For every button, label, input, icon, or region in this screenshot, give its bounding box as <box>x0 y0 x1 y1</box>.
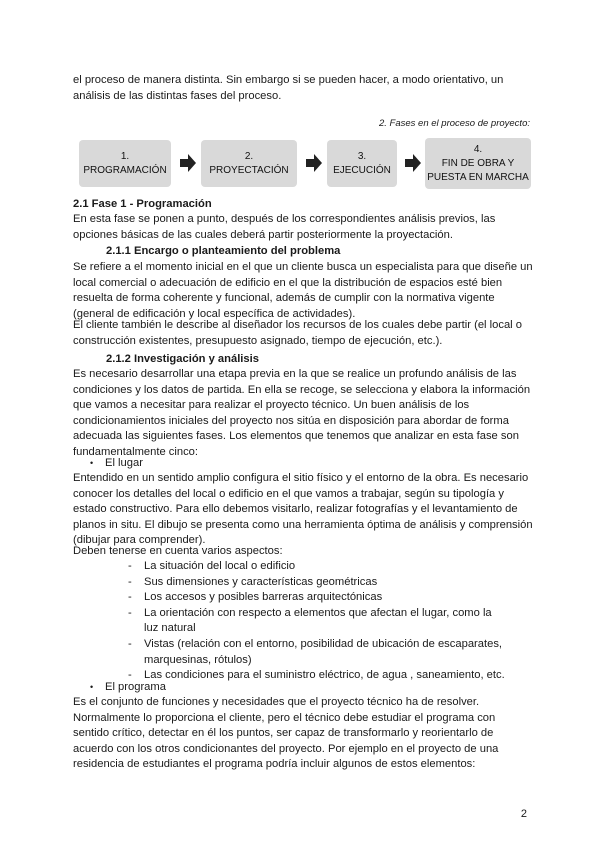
step-label: PROYECTACIÓN <box>209 164 289 176</box>
list-item: - La situación del local o edificio <box>128 559 508 575</box>
arrow-right-icon <box>306 154 322 172</box>
process-flow-diagram <box>79 140 531 190</box>
aspects-intro: Deben tenerse en cuenta varios aspectos: <box>73 545 283 557</box>
step-number: 3. <box>357 150 367 162</box>
arrow-right-icon <box>405 154 421 172</box>
paragraph-programa: Es el conjunto de funciones y necesidades que el proyecto técnico ha de resolver. Normalmente lo proporciona el cliente, pero el técnico debe estudiar el programa con sentido crítico, detectar en él los puntos, ser capaz de transformarlo y reorientarlo de acuerdo con los otros condicionantes del proyecto. Por ejemplo en el proyecto de una residencia de estudiantes el programa podría incluir algunos de estos elementos: <box>73 696 499 771</box>
step-box-fin-de-obra <box>425 138 531 189</box>
intro-paragraph: el proceso de manera distinta. Sin embargo si se pueden hacer, a modo orientativo, un análisis de las distintas fases del proceso. <box>73 74 504 102</box>
paragraph-lugar: Entendido en un sentido amplio configura el sitio físico y el entorno de la obra. Es necesario conocer los detalles del local o edificio en el que vamos a trabajar, según su tipología y estado constructivo. Para ello debemos visitarlo, realizar fotografías y el levantamiento de planos in situ. El dibujo se presenta como una herramienta óptima de análisis y comprensión (dibujar para comprender). <box>73 472 533 547</box>
paragraph-investigacion: Es necesario desarrollar una etapa previa en la que se realice un profundo análisis de las condiciones y los datos de partida. En ella se recoge, se selecciona y elabora la información que vamos a necesitar para realizar el proyecto técnico. Un buen análisis de los condicionamientos iniciales del proyecto nos sitúa en disposición para abordar de forma adecuada las siguientes fases. Los elementos que tenemos que analizar en esta fase son fundamentalmente cinco: <box>73 368 531 458</box>
step-label: EJECUCIÓN <box>333 164 391 176</box>
list-item: - Vistas (relación con el entorno, posibilidad de ubicación de escaparates, marquesinas, rótulos) <box>128 637 508 668</box>
list-item: - Los accesos y posibles barreras arquitectónicas <box>128 590 508 606</box>
bullet-icon: • <box>90 682 94 692</box>
step-box-programacion <box>79 140 171 187</box>
step-number: 4. <box>473 143 483 155</box>
list-item: - Las condiciones para el suministro eléctrico, de agua , saneamiento, etc. <box>128 668 508 684</box>
step-label: FIN DE OBRA Y <box>441 157 515 169</box>
subsection-heading-encargo: 2.1.1 Encargo o planteamiento del problema <box>106 245 341 257</box>
bullet-label: El lugar <box>105 457 143 469</box>
page-number: 2 <box>520 808 527 820</box>
step-label-line2: PUESTA EN MARCHA <box>427 171 529 183</box>
bullet-icon: • <box>90 458 94 468</box>
section-paragraph: En esta fase se ponen a punto, después de los correspondientes análisis previos, las opciones básicas de las cuales deberá partir posteriormente la proyectación. <box>73 213 496 241</box>
paragraph-cliente: El cliente también le describe al diseñador los recursos de los cuales debe partir (el local o construcción existentes, presupuesto asignado, tiempo de ejecución, etc.). <box>73 319 522 347</box>
step-number: 1. <box>120 150 130 162</box>
bullet-label: El programa <box>105 681 166 693</box>
bullet-item-lugar <box>90 456 143 472</box>
list-item: - Sus dimensiones y características geométricas <box>128 575 508 591</box>
paragraph-encargo: Se refiere a el momento inicial en el que un cliente busca un especialista para que diseñe un local comercial o adecuación de edificio en el que la distribución de espacios esté bien resuelta de forma coherente y funcional, además de cumplir con la normativa vigente (general de edificación y local específica de actividades). <box>73 261 533 320</box>
subsection-heading-investigacion: 2.1.2 Investigación y análisis <box>106 353 259 365</box>
step-box-ejecucion <box>327 140 397 187</box>
step-box-proyectacion <box>201 140 297 187</box>
arrow-right-icon <box>180 154 196 172</box>
step-label: PROGRAMACIÓN <box>83 164 167 176</box>
aspects-list <box>128 559 508 684</box>
bullet-item-programa <box>90 680 166 696</box>
list-item: - La orientación con respecto a elementos que afectan el lugar, como la luz natural <box>128 606 508 637</box>
step-number: 2. <box>244 150 254 162</box>
section-heading-fase1: 2.1 Fase 1 - Programación <box>73 198 212 210</box>
figure-caption: 2. Fases en el proceso de proyecto: <box>378 118 530 129</box>
